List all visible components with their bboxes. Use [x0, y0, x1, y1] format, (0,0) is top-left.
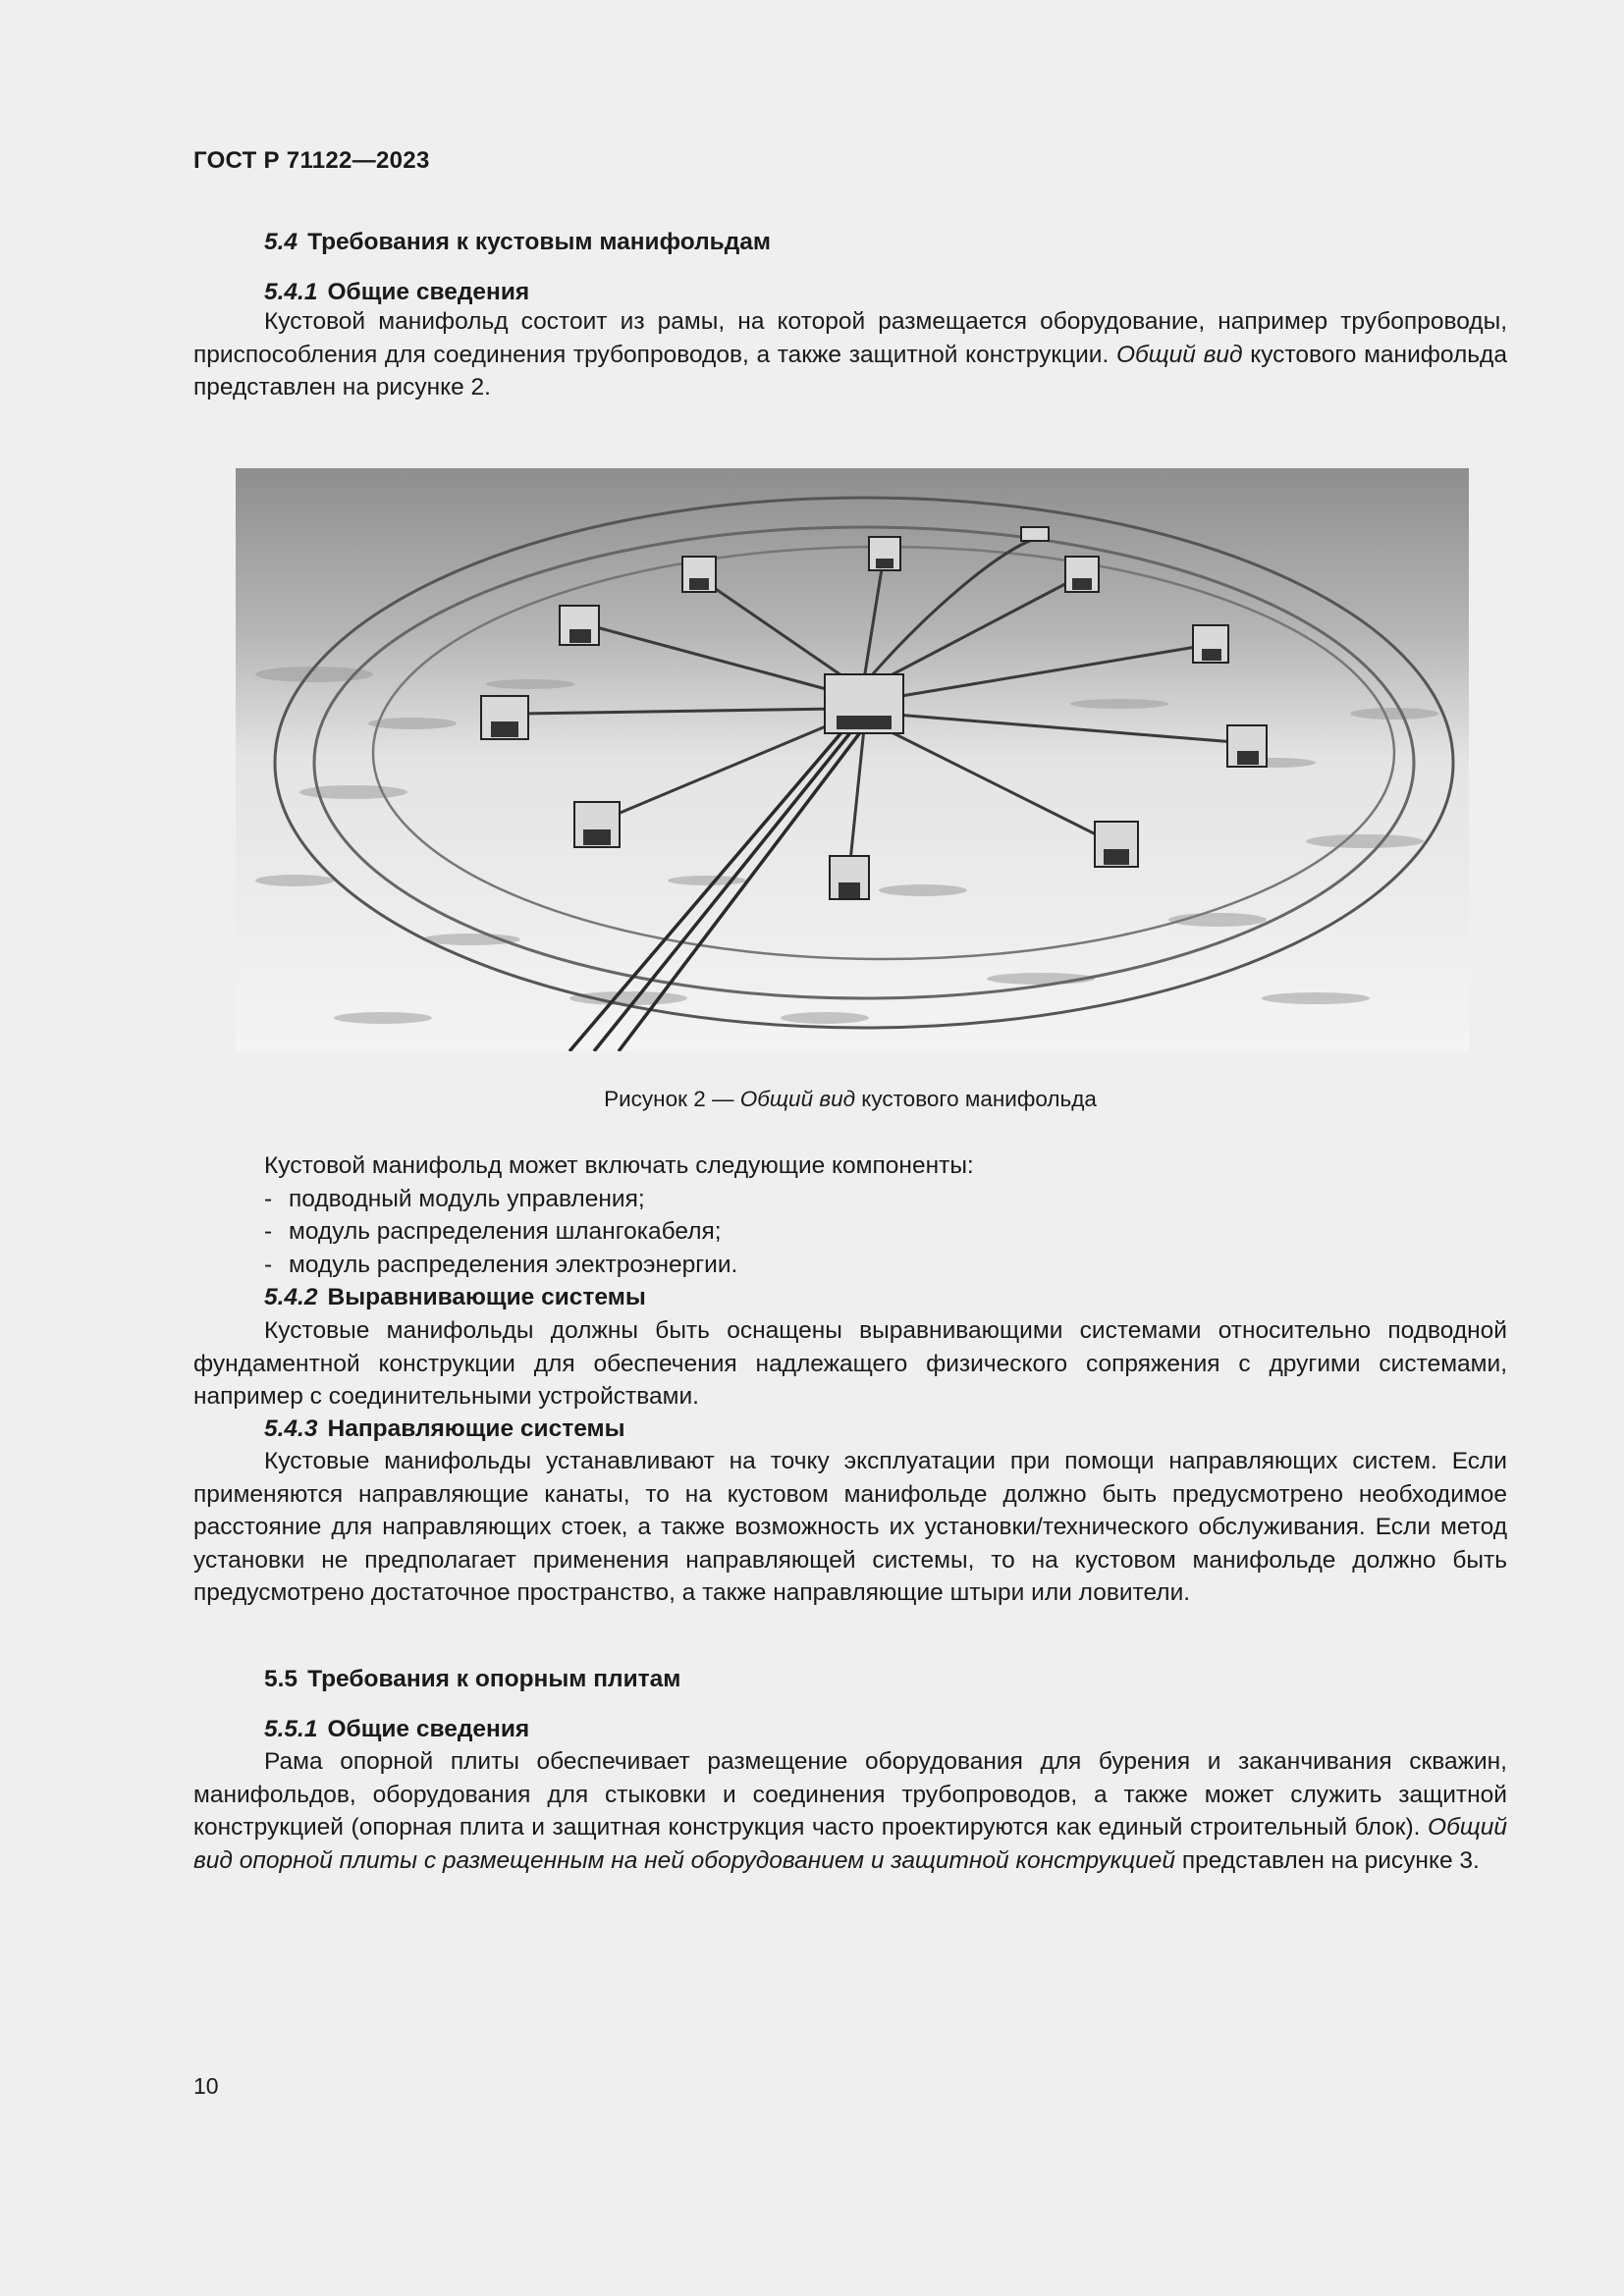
section-5-4-heading — [193, 226, 1578, 259]
list-item-text: модуль распределения электроэнергии. — [289, 1252, 738, 1278]
figure-2-manifold-image — [236, 468, 1469, 1051]
paragraph-text: Рама опорной плиты обеспечивает размещение оборудования для бурения и заканчивания скважин, манифольдов, оборудования для стыковки и соединения трубопроводов, а также может служить защитной конструкцией (опорная плита и защитная конструкция часто проектируются как единый строительный блок). — [193, 1748, 1507, 1841]
list-item — [193, 1183, 1578, 1216]
section-5-5-1-heading — [193, 1713, 1578, 1746]
section-5-5-heading — [193, 1663, 1578, 1696]
paragraph-5-4-2: Кустовые манифольды должны быть оснащены выравнивающими системами относительно подводной фундаментной конструкции для обеспечения надлежащего физического сопряжения с другими системами, например с соединительными устройствами. — [193, 1317, 1507, 1410]
list-item — [193, 1215, 1578, 1249]
caption-text: Рисунок 2 — — [604, 1087, 740, 1111]
section-number: 5.4.2 — [264, 1284, 318, 1310]
list-dash: - — [264, 1186, 273, 1212]
paragraph-emphasis: Общий вид — [1115, 341, 1243, 368]
paragraph-5-5-1 — [193, 1745, 1507, 1877]
list-item-text: подводный модуль управления; — [289, 1186, 645, 1212]
section-5-4-1-heading — [193, 276, 1578, 309]
caption-text: кустового манифольда — [855, 1087, 1097, 1111]
list-item-text: модуль распределения шлангокабеля; — [289, 1218, 722, 1245]
components-intro: Кустовой манифольд может включать следующие компоненты: — [264, 1152, 974, 1179]
figure-2-caption — [193, 1087, 1507, 1112]
list-item — [193, 1249, 1578, 1282]
section-number: 5.4 — [264, 229, 298, 255]
section-title: Общие сведения — [327, 1716, 530, 1742]
section-number: 5.5 — [264, 1666, 298, 1692]
paragraph-emphasis: Общий вид опорной плиты с размещенным на ней оборудованием и защитной конструкцией — [193, 1814, 1507, 1874]
section-title: Требования к опорным плитам — [307, 1666, 681, 1692]
section-title: Выравнивающие системы — [327, 1284, 646, 1310]
section-title: Общие сведения — [327, 279, 530, 305]
section-title: Направляющие системы — [327, 1415, 625, 1442]
section-5-4-2-heading — [193, 1281, 1578, 1314]
list-dash: - — [264, 1218, 273, 1245]
paragraph-text: кустового манифольда представлен на рисунке 2. — [193, 341, 1507, 400]
paragraph-text: Кустовой манифольд состоит из рамы, на которой размещается оборудование, например трубопроводы, приспособления для соединения трубопроводов, а также защитной конструкции. — [193, 308, 1507, 368]
section-title: Требования к кустовым манифольдам — [307, 229, 771, 255]
paragraph-5-4-3: Кустовые манифольды устанавливают на точку эксплуатации при помощи направляющих систем. Если применяются направляющие канаты, то на кустовом манифольде должно быть предусмотрено необходимое расстояние для направляющих стоек, а также возможность их установки/технического обслуживания. Если метод установки не предполагает применения направляющей системы, то на кустовом манифольде должно быть предусмотрено достаточное пространство, а также направляющие штыри или ловители. — [193, 1448, 1507, 1606]
doc-code: ГОСТ Р 71122—2023 — [193, 147, 430, 174]
list-dash: - — [264, 1252, 273, 1278]
section-number: 5.5.1 — [264, 1716, 318, 1742]
section-number: 5.4.3 — [264, 1415, 318, 1442]
caption-emphasis: Общий вид — [739, 1087, 856, 1111]
paragraph-text: представлен на рисунке 3. — [1175, 1846, 1480, 1874]
page-number: 10 — [193, 2073, 219, 2099]
section-number: 5.4.1 — [264, 279, 318, 305]
paragraph-5-4-1 — [193, 305, 1507, 404]
section-5-4-3-heading — [193, 1413, 1578, 1446]
